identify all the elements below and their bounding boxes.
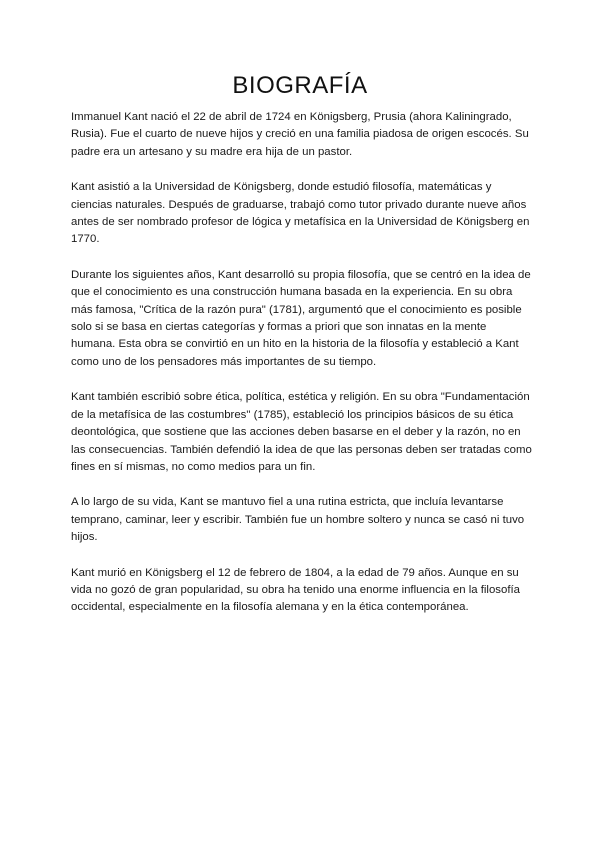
- paragraph-philosophy: Durante los siguientes años, Kant desarrolló su propia filosofía, que se centró en la idea de que el conocimiento es una construcción humana basada en la experiencia. En su obra más famosa, "Crítica de la razón pura" (1781), argumentó que el conocimiento es posible solo si se basa en ciertas categorías y formas a priori que son innatas en la mente humana. Esta obra se convirtió en un hito en la historia de la filosofía y estableció a Kant como uno de los pensadores más importantes de su tiempo.: [71, 268, 531, 368]
- paragraph-death: Kant murió en Königsberg el 12 de febrero de 1804, a la edad de 79 años. Aunque en su vida no gozó de gran popularidad, su obra ha tenido una enorme influencia en la filosofía occidental, especialmente en la filosofía alemana y en la ética contemporánea.: [71, 566, 520, 614]
- paragraph-education: Kant asistió a la Universidad de Königsberg, donde estudió filosofía, matemáticas y ciencias naturales. Después de graduarse, trabajó como tutor privado durante nueve años antes de ser nombrado profesor de lógica y metafísica en la Universidad de Königsberg en 1770.: [71, 181, 530, 246]
- document-body: [71, 109, 533, 635]
- paragraph-birth: Immanuel Kant nació el 22 de abril de 1724 en Königsberg, Prusia (ahora Kaliningrado, Rusia). Fue el cuarto de nueve hijos y creció en una familia piadosa de origen escocés. Su padre era un artesano y su madre era hija de un pastor.: [71, 111, 529, 158]
- paragraph-routine: A lo largo de su vida, Kant se mantuvo fiel a una rutina estricta, que incluía levantarse temprano, caminar, leer y escribir. También fue un hombre soltero y nunca se casó ni tuvo hijos.: [71, 496, 525, 544]
- page-title: BIOGRAFÍA: [232, 72, 368, 99]
- paragraph-ethics: Kant también escribió sobre ética, política, estética y religión. En su obra "Fundamentación de la metafísica de las costumbres" (1785), estableció los principios básicos de su ética deontológica, que sostiene que las acciones deben basarse en el deber y la razón, no en las consecuencias. También defendió la idea de que las personas deben ser tratadas como fines en sí mismas, no como medios para un fin.: [71, 391, 532, 473]
